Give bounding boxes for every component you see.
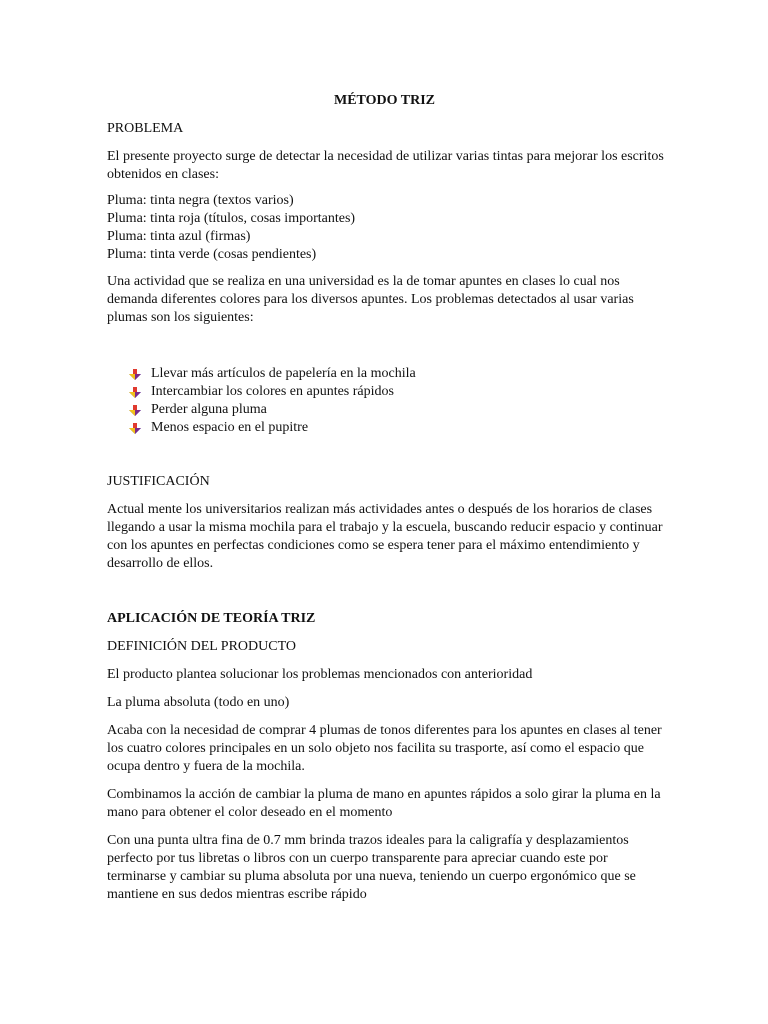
four-color-arrow-icon [129, 369, 141, 380]
text-line: mantiene en sus dedos mientras escribe rápido [107, 887, 367, 902]
text-line: desarrollo de ellos. [107, 556, 214, 571]
four-color-arrow-icon [129, 423, 141, 434]
aplicacion-paragraph-2: La pluma absoluta (todo en uno) [107, 695, 290, 710]
text-line: ocupa dentro y fuera de la mochila. [107, 759, 305, 774]
text-line: Combinamos la acción de cambiar la pluma de mano en apuntes rápidos a solo girar la pluma en la [107, 787, 661, 802]
list-item [129, 383, 416, 401]
bullet-text: Perder alguna pluma [151, 402, 267, 417]
bullet-text: Menos espacio en el pupitre [151, 420, 309, 435]
list-item [129, 365, 416, 383]
text-line: El presente proyecto surge de detectar la necesidad de utilizar varias tintas para mejorar los escritos [107, 149, 664, 164]
section-heading-aplicacion: APLICACIÓN DE TEORÍA TRIZ [107, 611, 316, 626]
pen-item: Pluma: tinta roja (títulos, cosas importantes) [107, 211, 356, 226]
problem-bullet-list [129, 365, 416, 437]
text-line: obtenidos en clases: [107, 167, 219, 182]
text-line: llegando a usar la misma mochila para el trabajo y la escuela, buscando reducir espacio y continuar [107, 520, 663, 535]
text-line: demanda diferentes colores para los diversos apuntes. Los problemas detectados al usar varias [107, 292, 634, 307]
text-line: Con una punta ultra fina de 0.7 mm brinda trazos ideales para la caligrafía y desplazamientos [107, 833, 629, 848]
text-line: perfecto por tus libretas o libros con un cuerpo transparente para apreciar cuando este por [107, 851, 608, 866]
bullet-text: Llevar más artículos de papelería en la mochila [151, 366, 416, 381]
text-line: Acaba con la necesidad de comprar 4 plumas de tonos diferentes para los apuntes en clases al tener [107, 723, 662, 738]
problema-description [107, 273, 667, 327]
pen-item: Pluma: tinta verde (cosas pendientes) [107, 247, 317, 262]
bullet-text: Intercambiar los colores en apuntes rápidos [151, 384, 394, 399]
aplicacion-paragraph-3 [107, 722, 667, 776]
text-line: mano para obtener el color deseado en el momento [107, 805, 393, 820]
text-line: terminarse y cambiar su pluma absoluta por una nueva, teniendo un cuerpo ergonómico que se [107, 869, 636, 884]
aplicacion-paragraph-5 [107, 832, 667, 904]
four-color-arrow-icon [129, 405, 141, 416]
justificacion-text [107, 501, 667, 573]
text-line: plumas son los siguientes: [107, 310, 254, 325]
pen-item: Pluma: tinta negra (textos varios) [107, 193, 294, 208]
text-line: los cuatro colores principales en un solo objeto nos facilita su trasporte, así como el espacio que [107, 741, 644, 756]
section-heading-problema: PROBLEMA [107, 121, 184, 136]
document-title: MÉTODO TRIZ [333, 93, 435, 108]
four-color-arrow-icon [129, 387, 141, 398]
pen-list [107, 192, 667, 264]
aplicacion-paragraph-1: El producto plantea solucionar los problemas mencionados con anterioridad [107, 667, 533, 682]
text-line: con los apuntes en perfectas condiciones como se espera tener para el máximo entendimiento y [107, 538, 640, 553]
list-item [129, 419, 416, 437]
pen-item: Pluma: tinta azul (firmas) [107, 229, 251, 244]
aplicacion-paragraph-4 [107, 786, 667, 822]
subheading-definicion: DEFINICIÓN DEL PRODUCTO [107, 639, 296, 654]
text-line: Una actividad que se realiza en una universidad es la de tomar apuntes en clases lo cual nos [107, 274, 620, 289]
section-heading-justificacion: JUSTIFICACIÓN [107, 474, 210, 489]
text-line: Actual mente los universitarios realizan más actividades antes o después de los horarios de clases [107, 502, 653, 517]
problema-intro [107, 148, 667, 184]
list-item [129, 401, 416, 419]
